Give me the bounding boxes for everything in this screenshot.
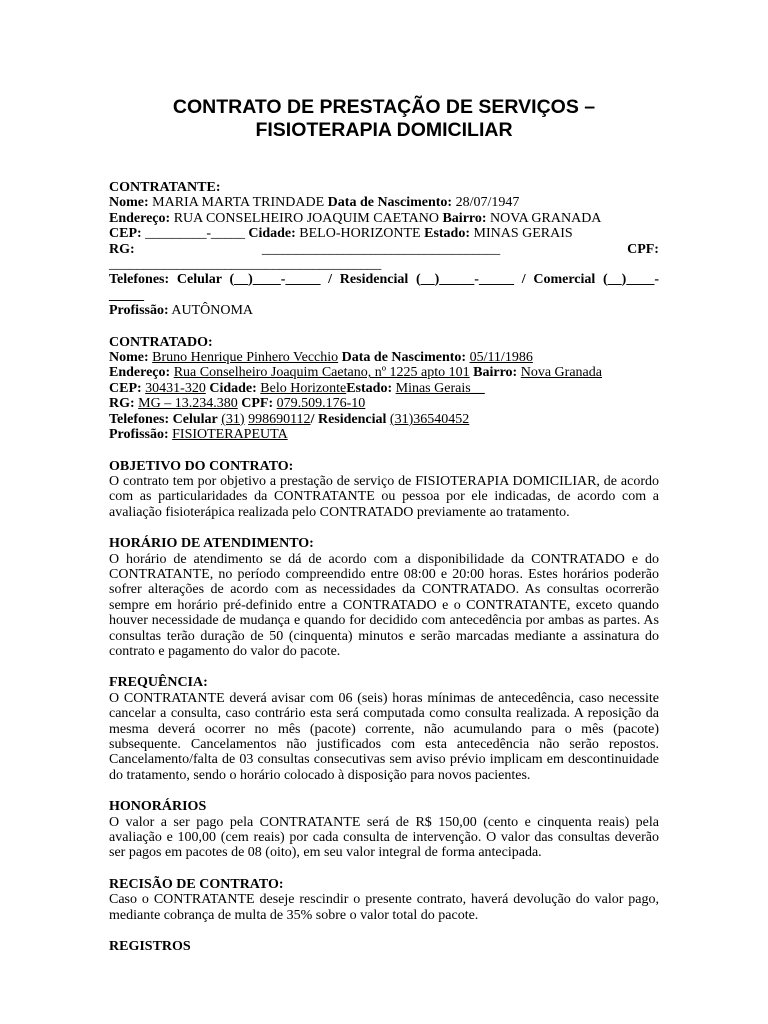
contratante-nasc: 28/07/1947 — [455, 195, 520, 211]
rescisao-section — [109, 877, 659, 923]
contratante-rg: ___________________________________ — [261, 241, 500, 257]
cep-label: CEP: — [109, 226, 142, 242]
residencial-label: / Residencial — [310, 411, 387, 427]
honorarios-heading: HONORÁRIOS — [109, 799, 207, 815]
nasc-label: Data de Nascimento: — [341, 350, 467, 366]
nasc-label: Data de Nascimento: — [327, 195, 453, 211]
objetivo-text: O contrato tem por objetivo a prestação de serviço de FISIOTERAPIA DOMICILIAR, de acordo com as particularidades da CONTRATANTE ou pessoa por ele indicadas, de acordo com a avaliação fisioterápica realizada pelo CONTRATADO previamente ao tratamento. — [109, 473, 659, 520]
bairro-label: Bairro: — [473, 365, 518, 381]
contratado-nome-line — [109, 350, 659, 365]
document-page — [109, 96, 659, 970]
cidade-label: Cidade: — [209, 380, 257, 396]
contratado-profissao: FISIOTERAPEUTA — [172, 427, 288, 443]
contratado-heading: CONTRATADO: — [109, 334, 213, 350]
contratante-cep-line — [109, 226, 659, 241]
contratante-endereco: RUA CONSELHEIRO JOAQUIM CAETANO — [173, 210, 439, 226]
contratante-rg-line — [109, 242, 659, 257]
contratante-profissao: AUTÔNOMA — [171, 303, 254, 319]
contratado-cidade: Belo Horizonte — [260, 380, 347, 396]
cel-num: 998690112 — [248, 411, 311, 427]
rescisao-text: Caso o CONTRATANTE deseje rescindir o presente contrato, haverá devolução do valor pago, mediante cobrança de multa de 35% sobre o valor total do pacote. — [109, 892, 659, 923]
contratante-bairro: NOVA GRANADA — [490, 210, 602, 226]
horario-heading: HORÁRIO DE ATENDIMENTO: — [109, 536, 314, 552]
profissao-label: Profissão: — [109, 303, 169, 319]
contratado-bairro: Nova Granada — [520, 365, 602, 381]
cpf-label: CPF: — [241, 396, 274, 412]
res-num: 36540452 — [413, 411, 470, 427]
frequencia-heading: FREQUÊNCIA: — [109, 675, 208, 691]
contratado-rg-line — [109, 396, 659, 411]
contratante-profissao-line — [109, 303, 659, 318]
honorarios-section — [109, 799, 659, 861]
contratado-estado: Minas Gerais__ — [395, 380, 485, 396]
contratante-cpf: ________________________________________ — [109, 257, 382, 273]
rg-label: RG: — [109, 241, 135, 257]
contratado-cpf: 079.509.176-10 — [276, 396, 366, 412]
contratado-rg: MG – 13.234.380 — [138, 396, 238, 412]
cidade-label: Cidade: — [248, 226, 296, 242]
contratante-telefones-line-2: _____ — [109, 287, 144, 303]
contratante-cidade: BELO-HORIZONTE — [299, 226, 421, 242]
contratado-nasc: 05/11/1986 — [469, 350, 533, 366]
contratante-section — [109, 180, 659, 319]
contratado-profissao-line — [109, 427, 659, 442]
nome-label: Nome: — [109, 350, 149, 366]
title-line-2: FISIOTERAPIA DOMICILIAR — [255, 119, 513, 141]
cel-ddd: (31) — [221, 411, 245, 427]
rescisao-heading: RECISÃO DE CONTRATO: — [109, 876, 284, 892]
estado-label: Estado: — [346, 380, 393, 396]
contratante-cep: _________-_____ — [145, 226, 245, 242]
contratado-endereco: Rua Conselheiro Joaquim Caetano, nº 1225 apto 101 — [173, 365, 470, 381]
nome-label: Nome: — [109, 195, 149, 211]
res-ddd: (31) — [389, 411, 414, 427]
endereco-label: Endereço: — [109, 210, 171, 226]
cep-label: CEP: — [109, 380, 142, 396]
estado-label: Estado: — [424, 226, 471, 242]
objetivo-heading: OBJETIVO DO CONTRATO: — [109, 458, 294, 474]
registros-heading: REGISTROS — [109, 939, 191, 955]
contratante-heading: CONTRATANTE: — [109, 180, 221, 195]
profissao-label: Profissão: — [109, 427, 169, 443]
contratado-nome: Bruno Henrique Pinhero Vecchio — [152, 350, 339, 366]
endereco-label: Endereço: — [109, 365, 171, 381]
contratante-estado: MINAS GERAIS — [473, 226, 573, 242]
bairro-label: Bairro: — [442, 210, 487, 226]
horario-section — [109, 536, 659, 659]
frequencia-section — [109, 675, 659, 783]
contratante-endereco-line — [109, 211, 659, 226]
document-title — [109, 96, 659, 142]
registros-section — [109, 939, 659, 954]
rg-label: RG: — [109, 396, 135, 412]
objetivo-section — [109, 459, 659, 521]
horario-text: O horário de atendimento se dá de acordo com a disponibilidade da CONTRATADO e do CONTRATANTE, no período compreendido entre 08:00 e 20:00 horas. Estes horários poderão sofrer alterações de acordo com as necessidades da CONTRATADO. As consultas ocorrerão sempre em horário pré-definido entre a CONTRATADO e o CONTRATANTE, exceto quando houver necessidade de mudança e quando for decidido com antecedência por ambas as partes. As consultas terão duração de 50 (cinquenta) minutos e serão marcadas mediante a assinatura do contrato e pagamento do valor do pacote. — [109, 551, 659, 659]
contratado-cep-line — [109, 381, 659, 396]
frequencia-text: O CONTRATANTE deverá avisar com 06 (seis) horas mínimas de antecedência, caso necessite cancelar a consulta, caso contrário esta será computada como consulta realizada. A reposição da mesma deverá ocorrer no mês (pacote) corrente, não acumulando para o mês (pacote) subsequente. Cancelamentos não justificados com esta antecedência não serão repostos. Cancelamento/falta de 03 consultas consecutivas sem aviso prévio implicam em descontinuidade do tratamento, sendo o horário colocado à disposição para novos pacientes. — [109, 690, 659, 783]
contratado-cep: 30431-320 — [145, 380, 206, 396]
contratante-telefones-line: Telefones: Celular (__)____-_____ / Residencial (__)_____-_____ / Comercial (__)____- — [109, 272, 659, 288]
contratante-nome-line — [109, 195, 659, 210]
telefones-label: Telefones: Celular — [109, 411, 218, 427]
contratante-nome: MARIA MARTA TRINDADE — [152, 195, 325, 211]
contratado-endereco-line — [109, 365, 659, 380]
contratado-section — [109, 335, 659, 443]
honorarios-text: O valor a ser pago pela CONTRATANTE será de R$ 150,00 (cento e cinquenta reais) pela avaliação e 100,00 (cem reais) por cada consulta de intervenção. O valor das consultas deverão ser pagos em pacotes de 08 (oito), em seu valor integral de forma antecipada. — [109, 814, 659, 861]
cpf-label: CPF: — [627, 241, 659, 257]
contratado-telefones-line — [109, 412, 659, 427]
title-line-1: CONTRATO DE PRESTAÇÃO DE SERVIÇOS – — [172, 96, 596, 118]
